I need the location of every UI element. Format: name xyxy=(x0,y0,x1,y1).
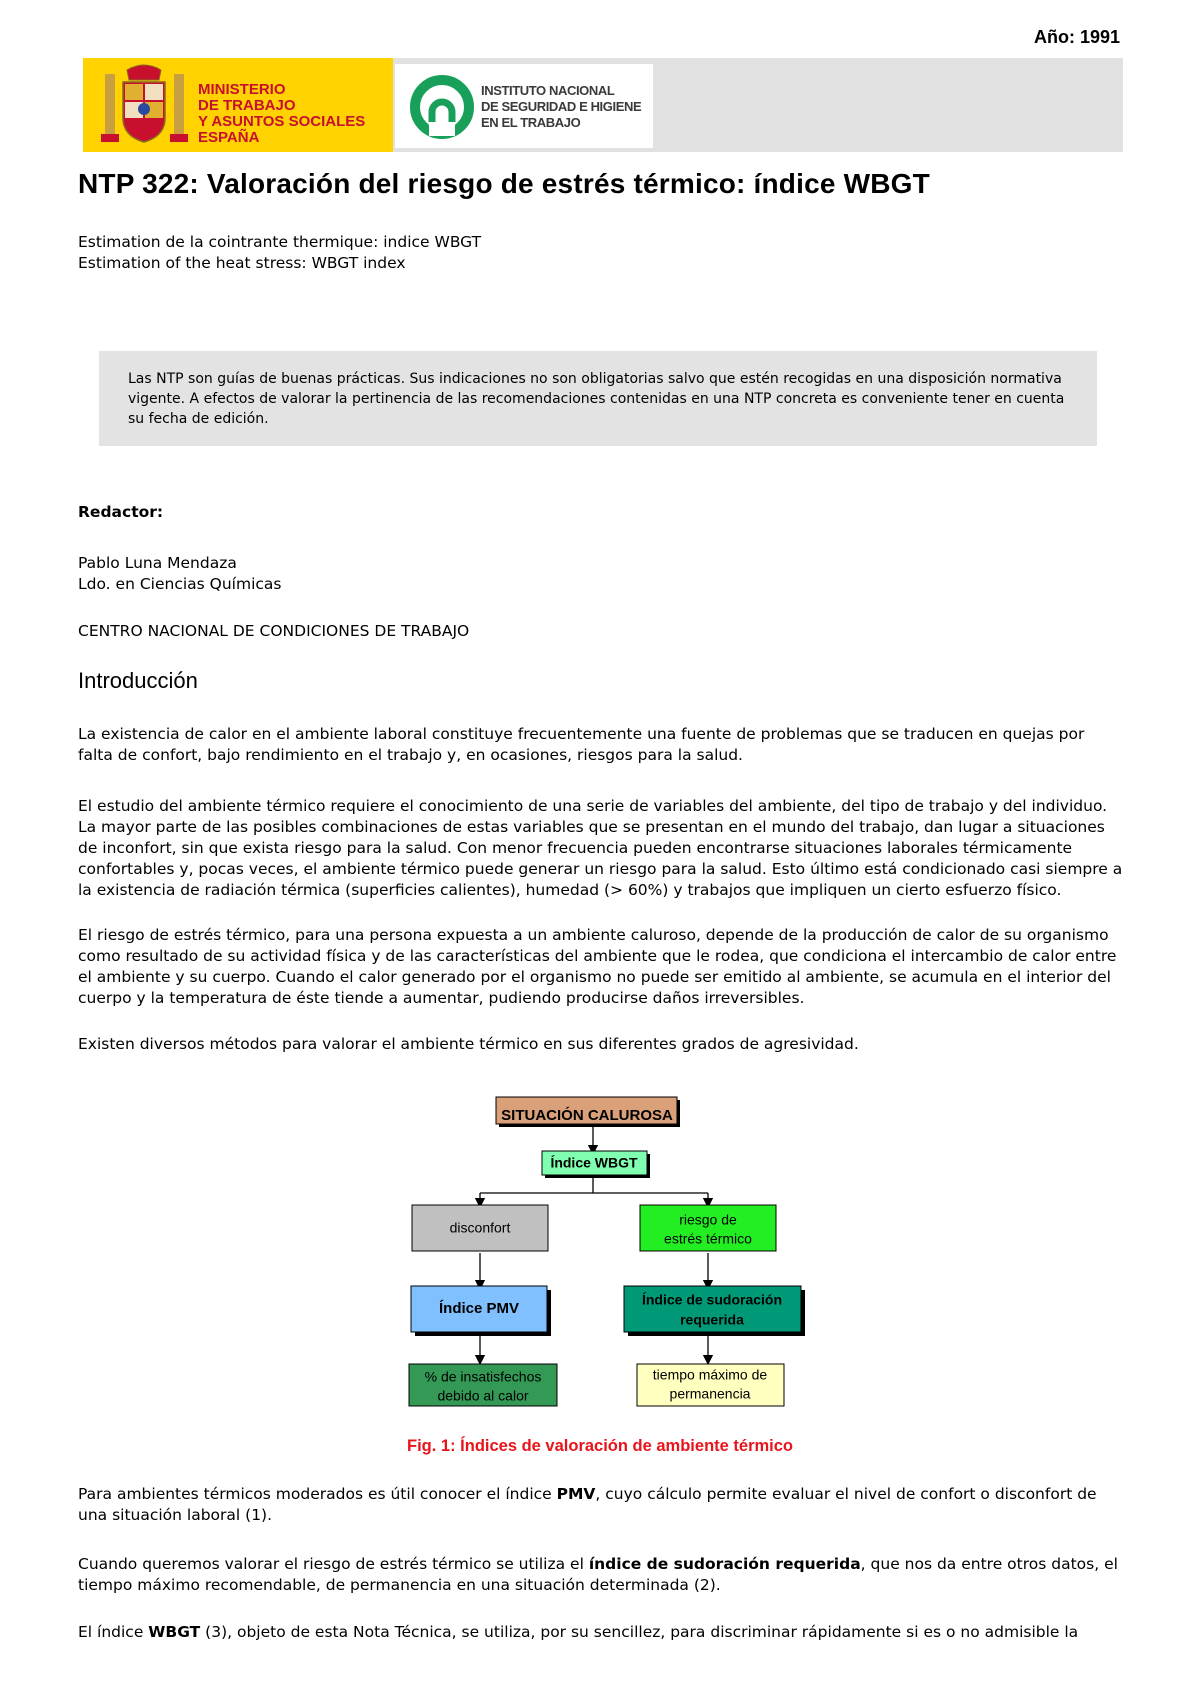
ministry-logo-text: MINISTERIO DE TRABAJO Y ASUNTOS SOCIALES ESPAÑA xyxy=(198,81,366,146)
paragraph-wbgt-bold: WBGT xyxy=(148,1623,201,1641)
paragraph-pmv-text-1: Para ambientes térmicos moderados es útil conocer el índice xyxy=(78,1485,557,1503)
ministry-logo xyxy=(83,58,393,152)
box-riesgo-estres-label-1: riesgo de xyxy=(679,1211,737,1228)
paragraph-sudoracion-bold: índice de sudoración requerida xyxy=(588,1555,861,1573)
box-tiempo-maximo-label-1: tiempo máximo de xyxy=(652,1366,768,1383)
institute-emblem-icon xyxy=(409,74,475,140)
paragraph-sudoracion-text-1: Cuando queremos valorar el riesgo de estrés térmico se utiliza el xyxy=(78,1555,589,1573)
paragraph-wbgt-text-2: (3), objeto de esta Nota Técnica, se utiliza, por su sencillez, para discriminar rápidamente si es o no admisible la xyxy=(200,1623,1079,1641)
box-disconfort xyxy=(412,1205,548,1251)
box-insatisfechos-label-1: % de insatisfechos xyxy=(424,1368,542,1385)
box-insatisfechos xyxy=(409,1364,557,1406)
box-riesgo-estres xyxy=(640,1205,776,1251)
box-riesgo-estres-label-2: estrés térmico xyxy=(664,1230,752,1247)
notice-text: Las NTP son guías de buenas prácticas. Sus indicaciones no son obligatorias salvo que estén recogidas en una disposición normativa vigente. A efectos de valorar la pertinencia de las recomendaciones contenidas en una NTP concreta es conveniente tener en cuenta su fecha de edición. xyxy=(128,371,1065,427)
box-tiempo-maximo-label-2: permanencia xyxy=(669,1385,751,1402)
paragraph-sudoracion xyxy=(78,1554,1123,1596)
year-label: Año: 1991 xyxy=(1033,27,1120,47)
author-heading: Redactor: xyxy=(78,503,164,521)
author-name: Pablo Luna Mendaza xyxy=(78,554,237,572)
box-indice-wbgt xyxy=(542,1151,650,1178)
box-indice-pmv-label: Índice PMV xyxy=(438,1299,520,1317)
intro-paragraph-3: El riesgo de estrés térmico, para una persona expuesta a un ambiente caluroso, depende de la producción de calor de su organismo como resultado de su actividad física y de las características del ambiente que le rodea, que condiciona el intercambio de calor entre el ambiente y su cuerpo. Cuando el calor generado por el organismo no puede ser emitido al ambiente, se acumula en el interior del cuerpo y la temperatura de éste tiende a aumentar, pudiendo producirse daños irreversibles. xyxy=(78,926,1117,1007)
notice-box xyxy=(99,351,1097,446)
box-disconfort-label: disconfort xyxy=(449,1219,511,1236)
alternate-titles xyxy=(78,232,481,274)
section-heading-introduccion: Introducción xyxy=(78,668,198,693)
paragraph-pmv xyxy=(78,1484,1123,1526)
box-indice-wbgt-label: Índice WBGT xyxy=(550,1154,638,1171)
english-title: Estimation of the heat stress: WBGT index xyxy=(78,254,406,272)
header-banner xyxy=(83,58,1123,152)
box-situacion-calurosa xyxy=(496,1097,680,1127)
institute-logo-text: INSTITUTO NACIONAL DE SEGURIDAD E HIGIENE EN EL TRABAJO xyxy=(481,83,642,130)
box-indice-sudoracion xyxy=(624,1286,805,1336)
box-indice-pmv xyxy=(411,1286,551,1336)
box-tiempo-maximo xyxy=(637,1364,784,1406)
box-indice-sudoracion-label-1: Índice de sudoración xyxy=(641,1291,783,1308)
paragraph-wbgt-text-1: El índice xyxy=(78,1623,149,1641)
box-situacion-calurosa-label: SITUACIÓN CALUROSA xyxy=(501,1106,673,1124)
paragraph-wbgt xyxy=(78,1622,1123,1643)
author-degree: Ldo. en Ciencias Químicas xyxy=(78,575,282,593)
figure-caption: Fig. 1: Índices de valoración de ambiente térmico xyxy=(406,1437,794,1455)
coat-of-arms-icon xyxy=(97,62,192,148)
page-title: NTP 322: Valoración del riesgo de estrés térmico: índice WBGT xyxy=(78,168,930,199)
paragraph-sudoracion-text-2: , que nos da entre otros datos, el tiempo máximo recomendable, de permanencia en una situación determinada (2). xyxy=(78,1555,1118,1594)
author-center: CENTRO NACIONAL DE CONDICIONES DE TRABAJO xyxy=(78,622,470,640)
intro-paragraph-1: La existencia de calor en el ambiente laboral constituye frecuentemente una fuente de problemas que se traducen en quejas por falta de confort, bajo rendimiento en el trabajo y, en ocasiones, riesgos para la salud. xyxy=(78,725,1085,764)
intro-paragraph-2: El estudio del ambiente térmico requiere el conocimiento de una serie de variables del ambiente, del tipo de trabajo y del individuo. La mayor parte de las posibles combinaciones de estas variables que se presentan en el mundo del trabajo, dan lugar a situaciones de inconfort, sin que exista riesgo para la salud. Con menor frecuencia pueden encontrarse situaciones laborales térmicamente confortables y, pocas veces, el ambiente térmico puede generar un riesgo para la salud. Esto último está condicionado casi siempre a la existencia de radiación térmica (superficies calientes), humedad (> 60%) y trabajos que impliquen un cierto esfuerzo físico. xyxy=(78,797,1123,899)
box-indice-sudoracion-label-2: requerida xyxy=(680,1311,744,1328)
intro-paragraph-4: Existen diversos métodos para valorar el ambiente térmico en sus diferentes grados de agresividad. xyxy=(78,1035,859,1053)
thermal-indices-diagram xyxy=(0,1090,1200,1430)
institute-logo xyxy=(395,64,653,148)
paragraph-pmv-text-2: , cuyo cálculo permite evaluar el nivel de confort o disconfort de una situación laboral (1). xyxy=(78,1485,1097,1524)
paragraph-pmv-bold: PMV xyxy=(556,1485,596,1503)
box-insatisfechos-label-2: debido al calor xyxy=(437,1387,529,1404)
french-title: Estimation de la cointrante thermique: indice WBGT xyxy=(78,233,482,251)
